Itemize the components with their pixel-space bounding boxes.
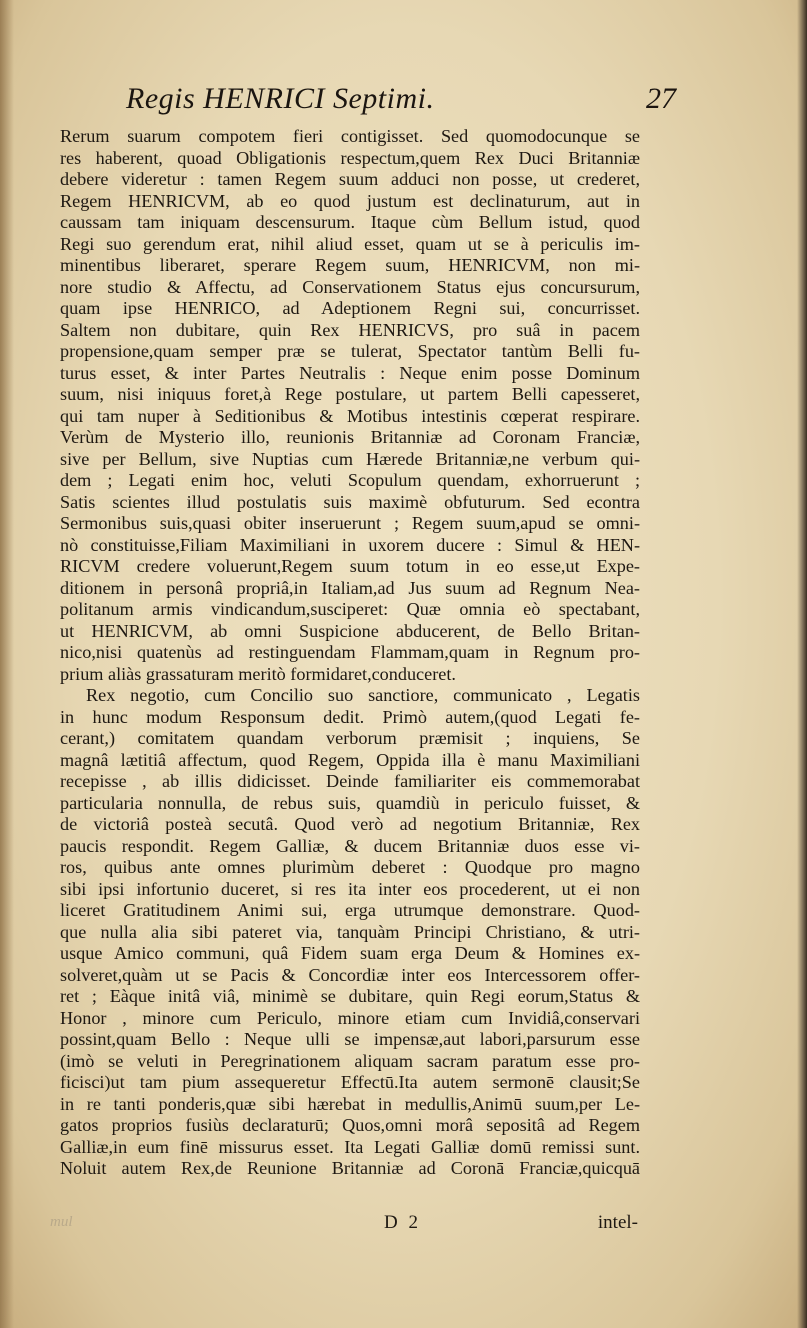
text-line: propensione,quam semper præ se tulerat, Spectator tantùm Belli fu- [60, 341, 640, 361]
text-line: particularia nonnulla, de rebus suis, quamdiù in periculo fuisset, & [60, 792, 640, 813]
text-line: que nulla alia sibi pateret via, tanquàm Principi Christiano, & utri- [60, 921, 640, 942]
text-line: de victoriâ posteà secutâ. Quod verò ad negotium Britanniæ, Rex [60, 814, 640, 834]
body-text [60, 126, 640, 1180]
text-line: ficisci)ut tam pium assequeretur Effectū.Ita autem sermonē clausit;Se [60, 1072, 640, 1092]
catchword: intel- [597, 1212, 638, 1233]
text-line: quam ipse HENRICO, ad Adeptionem Regni sui, concurrisset. [60, 298, 640, 318]
page-header [126, 82, 686, 122]
text-line: ros, quibus ante omnes plurimùm deberet : Quodque pro magno [60, 857, 640, 877]
running-title: Regis HENRICI Septimi. [126, 82, 435, 115]
text-line: in re tanti ponderis,quæ sibi hærebat in medullis,Animū suum,per Le- [60, 1093, 640, 1114]
text-line: res haberent, quoad Obligationis respectum,quem Rex Duci Britanniæ [60, 147, 640, 168]
text-line: (imò se veluti in Peregrinationem aliquam sacram paratum esse pro- [60, 1050, 640, 1071]
text-line: debere videretur : tamen Regem suum adduci non posse, ut crederet, [60, 169, 640, 189]
text-line: Satis scientes illud postulatis suis maximè obfuturum. Sed econtra [60, 491, 640, 512]
text-line: prium aliàs grassaturam meritò formidaret,conduceret. [60, 663, 456, 684]
text-line: possint,quam Bello : Neque ulli se impensæ,aut labori,parsurum esse [60, 1029, 640, 1049]
text-line: suum, nisi iniquus foret,à Rege postulare, ut partem Belli capesseret, [60, 384, 640, 404]
text-line: ditionem in personâ propriâ,in Italiam,ad Jus suum ad Regnum Nea- [60, 577, 640, 598]
text-line: turus esset, & inter Partes Neutralis : Neque enim posse Dominum [60, 362, 640, 383]
text-line: minentibus liberaret, sperare Regem suum, HENRICVM, non mi- [60, 255, 640, 275]
text-line: dem ; Legati enim hoc, veluti Scopulum quendam, exhorruerunt ; [60, 470, 640, 490]
text-line: sibi ipsi infortunio duceret, si res ita inter eos procederent, ut ei non [60, 878, 640, 899]
text-line: caussam tam iniquam descensurum. Itaque cùm Bellum istud, quod [60, 212, 640, 232]
text-line: gatos proprios fusiùs declaraturū; Quos,omni morâ sepositâ ad Regem [60, 1115, 640, 1135]
text-line: Rerum suarum compotem fieri contigisset. Sed quomodocunque se [60, 126, 640, 146]
text-line: Rex negotio, cum Concilio suo sanctiore, communicato , Legatis [86, 685, 640, 705]
text-line: nico,nisi quatenùs ad restinguendam Flammam,quam in Regnum pro- [60, 642, 640, 662]
text-line: paucis respondit. Regem Galliæ, & ducem Britanniæ duos esse vi- [60, 835, 640, 856]
page-shadow-right [797, 0, 807, 1328]
text-line: qui tam nuper à Seditionibus & Motibus intestinis cœperat respirare. [60, 405, 640, 426]
text-line: RICVM credere voluerunt,Regem suum totum in eo esse,ut Expe- [60, 556, 640, 576]
text-line: Honor , minore cum Periculo, minore etiam cum Invidiâ,conservari [60, 1007, 640, 1028]
text-line: Regem HENRICVM, ab eo quod justum est declinaturum, aut in [60, 190, 640, 211]
text-line: Regi suo gerendum erat, nihil aliud esset, quam ut se à periculis im- [60, 233, 640, 254]
page-shadow-left [0, 0, 14, 1328]
text-line: liceret Gratitudinem Animi sui, erga utrumque demonstrare. Quod- [60, 900, 640, 920]
faded-mark: mul [50, 1214, 73, 1230]
text-line: Sermonibus suis,quasi obiter inseruerunt ; Regem suum,apud se omni- [60, 513, 640, 533]
text-line: ret ; Eàque initâ viâ, minimè se dubitare, quin Regi eorum,Status & [60, 986, 640, 1006]
page-footer [50, 1212, 650, 1236]
text-line: ut HENRICVM, ab omni Suspicione abducerent, de Bello Britan- [60, 620, 640, 641]
text-line: cerant,) comitatem quandam verborum præmisit ; inquiens, Se [60, 728, 640, 748]
text-line: usque Amico communi, quâ Fidem suam erga Deum & Homines ex- [60, 943, 640, 963]
text-line: Verùm de Mysterio illo, reunionis Britanniæ ad Coronam Franciæ, [60, 427, 640, 447]
text-line: recepisse , ab illis didicisset. Deinde familiariter eis commemorabat [60, 771, 640, 791]
page-number: 27 [646, 82, 676, 115]
signature-mark: D 2 [384, 1212, 421, 1233]
text-line: Noluit autem Rex,de Reunione Britanniæ ad Coronā Franciæ,quicquā [60, 1158, 640, 1178]
text-line: politanum armis vindicandum,susciperet: Quæ omnia eò spectabant, [60, 599, 640, 619]
text-line: nore studio & Affectu, ad Conservationem Status ejus concursurum, [60, 276, 640, 297]
text-line: in hunc modum Responsum dedit. Primò autem,(quod Legati fe- [60, 706, 640, 727]
text-line: sive per Bellum, sive Nuptias cum Hærede Britanniæ,ne verbum qui- [60, 448, 640, 469]
text-line: magnâ lætitiâ affectum, quod Regem, Oppida illa è manu Maximiliani [60, 749, 640, 770]
text-line: Saltem non dubitare, quin Rex HENRICVS, pro suâ in pacem [60, 319, 640, 340]
text-line: nò constituisse,Filiam Maximiliani in uxorem ducere : Simul & HEN- [60, 534, 640, 555]
text-line: solveret,quàm ut se Pacis & Concordiæ inter eos Intercessorem offer- [60, 964, 640, 985]
text-line: Galliæ,in eum finē missurus esset. Ita Legati Galliæ domū remissi sunt. [60, 1136, 640, 1157]
